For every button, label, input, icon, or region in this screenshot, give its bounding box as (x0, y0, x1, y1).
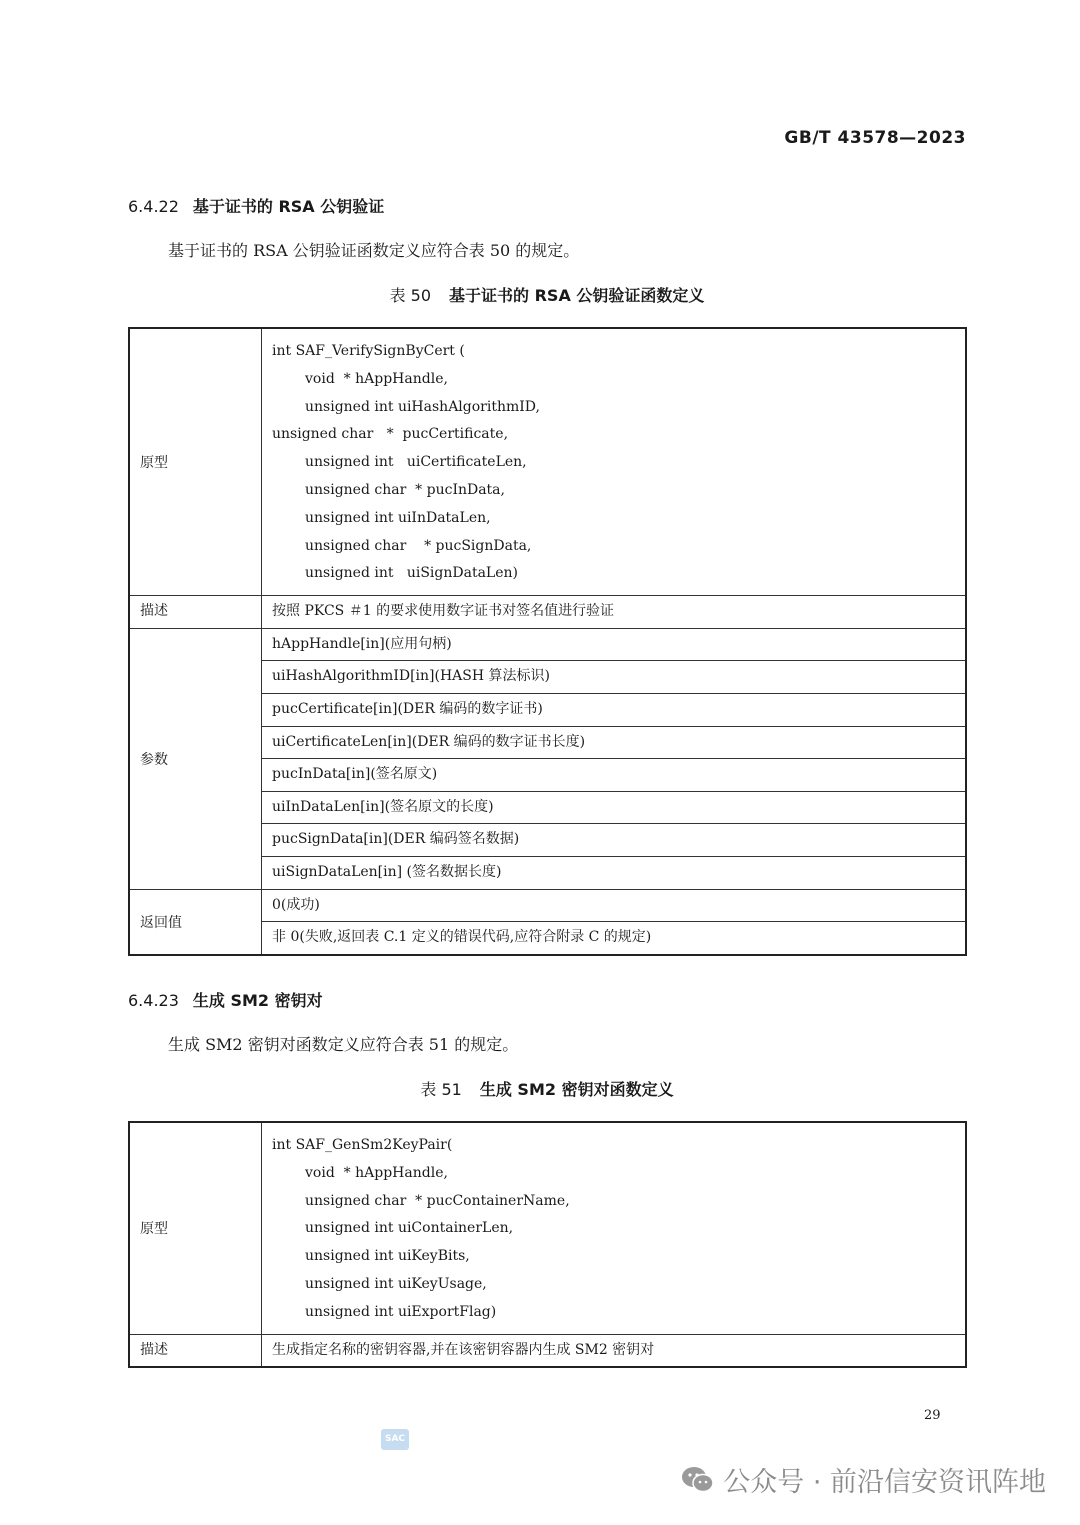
wechat-watermark (681, 1460, 1046, 1499)
section-intro: 基于证书的 RSA 公钥验证函数定义应符合表 50 的规定。 (168, 241, 580, 260)
param-cell: pucSignData[in](DER 编码签名数据) (262, 824, 967, 857)
code-line: unsigned int uiInDataLen, (305, 509, 491, 526)
code-line: unsigned char * pucSignData, (305, 537, 532, 554)
code-line: unsigned int uiSignDataLen) (305, 565, 518, 582)
description-text: 生成指定名称的密钥容器,并在该密钥容器内生成 SM2 密钥对 (262, 1334, 967, 1367)
table-50 (128, 327, 967, 956)
description-row (129, 1334, 966, 1367)
section-heading-6-4-23 (128, 988, 323, 1011)
section-number: 6.4.23 (128, 991, 179, 1010)
section-number: 6.4.22 (128, 197, 179, 216)
prototype-label: 原型 (129, 1122, 262, 1334)
param-cell: uiInDataLen[in](签名原文的长度) (262, 791, 967, 824)
wechat-icon (681, 1465, 715, 1495)
table-caption-title: 生成 SM2 密钥对函数定义 (479, 1080, 674, 1099)
return-row (129, 889, 966, 922)
code-line: unsigned int uiHashAlgorithmID, (305, 398, 540, 415)
param-row (129, 628, 966, 661)
description-row (129, 596, 966, 629)
prototype-label: 原型 (129, 328, 262, 596)
params-label: 参数 (129, 628, 262, 889)
code-line: int SAF_GenSm2KeyPair( (272, 1137, 453, 1153)
table-caption-number: 表 51 (420, 1080, 462, 1099)
description-label: 描述 (129, 596, 262, 629)
description-text: 按照 PKCS ＃1 的要求使用数字证书对签名值进行验证 (262, 596, 967, 629)
param-cell: hAppHandle[in](应用句柄) (262, 628, 967, 661)
code-line: unsigned char * pucContainerName, (305, 1192, 570, 1209)
prototype-row (129, 328, 966, 596)
param-cell: pucInData[in](签名原文) (262, 759, 967, 792)
return-cell: 非 0(失败,返回表 C.1 定义的错误代码,应符合附录 C 的规定) (262, 922, 967, 955)
section-title: 基于证书的 RSA 公钥验证 (192, 197, 385, 216)
sac-logo: SAC (381, 1429, 409, 1450)
section-heading-6-4-22 (128, 194, 384, 217)
table-caption-50 (128, 283, 966, 306)
return-label: 返回值 (129, 889, 262, 955)
param-cell: uiHashAlgorithmID[in](HASH 算法标识) (262, 661, 967, 694)
code-line: void * hAppHandle, (305, 1164, 448, 1181)
description-label: 描述 (129, 1334, 262, 1367)
code-line: unsigned char * pucInData, (305, 481, 505, 498)
standard-code: GB/T 43578—2023 (784, 128, 966, 148)
prototype-code (262, 328, 967, 596)
code-line: unsigned int uiKeyUsage, (305, 1275, 487, 1292)
code-line: unsigned int uiContainerLen, (305, 1220, 514, 1237)
section-intro: 生成 SM2 密钥对函数定义应符合表 51 的规定。 (168, 1035, 519, 1054)
section-title: 生成 SM2 密钥对 (192, 991, 323, 1010)
watermark-text: 公众号 · 前沿信安资讯阵地 (723, 1467, 1046, 1498)
table-51 (128, 1121, 967, 1368)
prototype-code (262, 1122, 967, 1334)
code-line: unsigned int uiExportFlag) (305, 1303, 497, 1320)
code-line: unsigned int uiKeyBits, (305, 1248, 470, 1265)
table-caption-51 (128, 1077, 966, 1100)
param-cell: pucCertificate[in](DER 编码的数字证书) (262, 693, 967, 726)
param-cell: uiSignDataLen[in] (签名数据长度) (262, 856, 967, 889)
param-cell: uiCertificateLen[in](DER 编码的数字证书长度) (262, 726, 967, 759)
code-line: unsigned int uiCertificateLen, (305, 454, 527, 471)
table-caption-number: 表 50 (389, 286, 432, 305)
table-caption-title: 基于证书的 RSA 公钥验证函数定义 (449, 286, 705, 305)
return-cell: 0(成功) (262, 889, 967, 922)
code-line: void * hAppHandle, (305, 370, 448, 387)
code-line: int SAF_VerifySignByCert ( (272, 343, 465, 359)
code-line: unsigned char * pucCertificate, (272, 426, 509, 443)
prototype-row (129, 1122, 966, 1334)
page-number: 29 (924, 1408, 941, 1423)
